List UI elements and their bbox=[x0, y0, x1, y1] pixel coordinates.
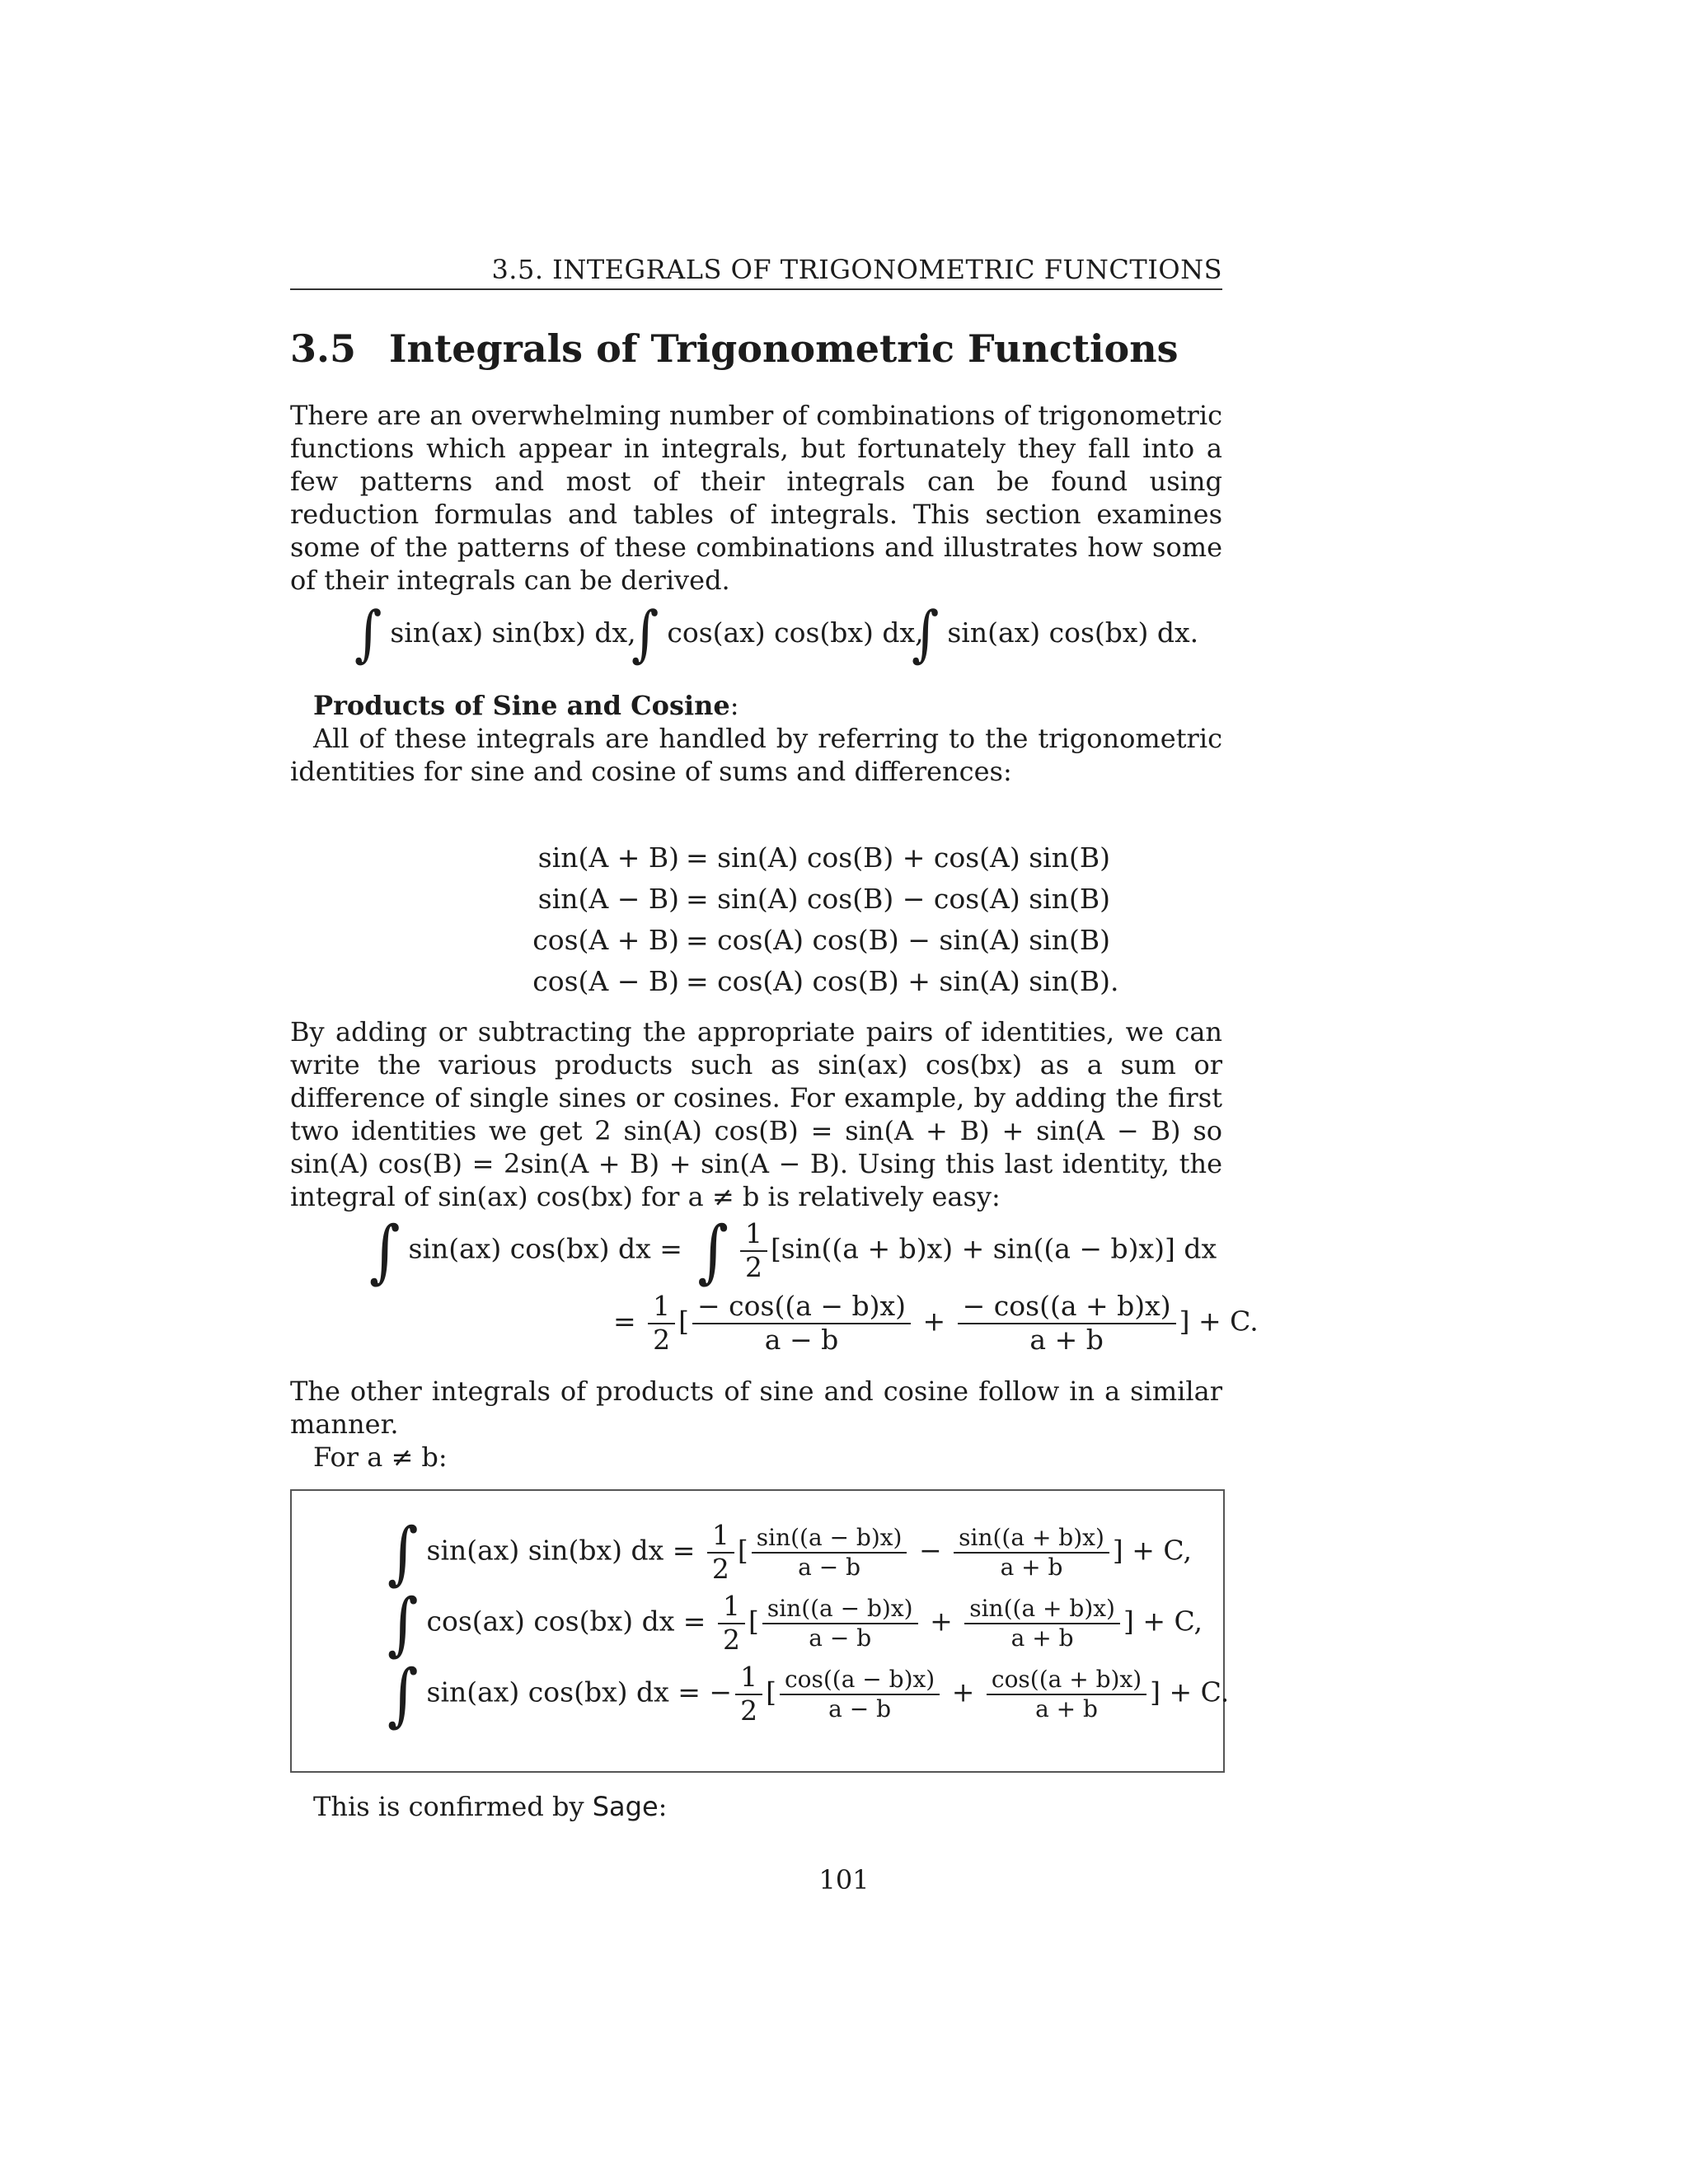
derivation-line-2: = $\frac{1}{2}$ [ $\frac{- \cos((a - b)x)}{a - b}$ + $\frac{- \cos((a + b)x)}{a + b}$ ] + C. bbox=[613, 1290, 1259, 1356]
frac-num: sin((a + b)x) bbox=[954, 1526, 1109, 1553]
fraction-2 bbox=[964, 1596, 1120, 1650]
identity-rhs: = cos(A) cos(B) − sin(A) sin(B) bbox=[686, 924, 1110, 956]
display-integral-2 bbox=[631, 599, 924, 670]
frac-den: 2 bbox=[722, 1623, 740, 1656]
adding-text: By adding or subtracting the appropriate pairs of identities, we can write the various products such as sin(ax) cos(bx) as a sum or difference of single sines or cosines. For example, by adding the first two identities we get 2 sin(A) cos(B) = sin(A + B) + sin(A − B) so sin(A) cos(B) = 2sin(A + B) + sin(A − B). Using this last identity, the integral of sin(ax) cos(bx) for a ≠ b is relatively easy: bbox=[290, 1016, 1222, 1212]
sage-name: Sage bbox=[592, 1791, 659, 1822]
frac-den: a − b bbox=[828, 1694, 892, 1722]
boxed-formula-3: ∫ sin(ax) cos(bx) dx = − $\frac{1}{2}$ [ $\frac{\cos((a - b)x)}{a - b}$ + $\frac{\cos((a + b)x)}{a + b}$ ] + C. bbox=[387, 1654, 1230, 1734]
identity-lhs: cos(A − B) bbox=[532, 965, 679, 997]
frac-num: cos((a − b)x) bbox=[780, 1667, 940, 1694]
integrand-2: cos(ax) cos(bx) dx, bbox=[667, 616, 924, 649]
fraction-1 bbox=[780, 1667, 940, 1721]
integral-sign: ∫ bbox=[369, 1211, 401, 1291]
frac-den: a + b bbox=[1000, 1553, 1063, 1581]
display-integral-1 bbox=[354, 599, 636, 670]
identity-lhs: sin(A + B) bbox=[537, 841, 679, 874]
frac-den: 2 bbox=[744, 1250, 762, 1283]
identity-rhs: = cos(A) cos(B) + sin(A) sin(B). bbox=[686, 965, 1119, 997]
frac-den: a + b bbox=[1035, 1694, 1098, 1722]
adding-paragraph bbox=[290, 1015, 1222, 1213]
frac-den: 2 bbox=[711, 1552, 729, 1585]
frac-num: cos((a + b)x) bbox=[987, 1667, 1146, 1694]
frac-den: a − b bbox=[809, 1624, 872, 1652]
frac-num: 1 bbox=[648, 1292, 675, 1324]
boxed-formula-2: ∫ cos(ax) cos(bx) dx = $\frac{1}{2}$ [ $\frac{\sin((a - b)x)}{a - b}$ + $\frac{\sin((a + b)x)}{a + b}$ ] + C, bbox=[387, 1583, 1203, 1663]
derivation-line-1 bbox=[369, 1211, 1217, 1291]
half-fraction bbox=[735, 1663, 762, 1725]
boxed-tail: ] + C, bbox=[1123, 1605, 1203, 1638]
integral-sign: ∫ bbox=[912, 599, 940, 670]
plus: + bbox=[922, 1305, 946, 1338]
integral-sign: ∫ bbox=[387, 1583, 419, 1663]
products-heading: Products of Sine and Cosine bbox=[313, 690, 730, 721]
section-number: 3.5 bbox=[290, 326, 357, 371]
integral-sign: ∫ bbox=[631, 599, 659, 670]
frac-num: 1 bbox=[735, 1663, 762, 1695]
confirmed-suffix: : bbox=[658, 1791, 668, 1822]
boxed-lhs: sin(ax) sin(bx) dx = bbox=[426, 1534, 696, 1567]
frac-den: a − b bbox=[764, 1323, 839, 1356]
section-title-text: Integrals of Trigonometric Functions bbox=[389, 326, 1179, 371]
frac-num: 1 bbox=[707, 1521, 734, 1554]
frac-num: sin((a − b)x) bbox=[752, 1526, 907, 1553]
intro-text: There are an overwhelming number of combinations of trigonometric functions which appear in integrals, but fortunately they fall into a few patterns and most of their integrals can be found using reduction formulas and tables of integrals. This section examines some of the patterns of these combinations and illustrates how some of their integrals can be derived. bbox=[290, 400, 1222, 596]
frac-den: a + b bbox=[1029, 1323, 1104, 1356]
section-title bbox=[290, 326, 1179, 371]
boxed-lhs: cos(ax) cos(bx) dx = bbox=[426, 1605, 706, 1638]
integral-sign: ∫ bbox=[697, 1211, 729, 1291]
operator: + bbox=[951, 1675, 975, 1708]
frac-num: − cos((a + b)x) bbox=[958, 1292, 1176, 1324]
derivation-lhs: sin(ax) cos(bx) dx = bbox=[408, 1232, 682, 1265]
integrand-3: sin(ax) cos(bx) dx. bbox=[947, 616, 1199, 649]
identities-block bbox=[491, 837, 1118, 1002]
fraction-1 bbox=[752, 1526, 907, 1579]
equals: = bbox=[613, 1305, 636, 1338]
fraction-1 bbox=[692, 1292, 911, 1354]
frac-den: 2 bbox=[740, 1694, 758, 1727]
products-block: Products of Sine and Cosine: All of these integrals are handled by referring to the trigonometric identities for sine and cosine of sums and differences: bbox=[290, 690, 1222, 787]
half-fraction bbox=[648, 1292, 675, 1354]
identity-rhs: = sin(A) cos(B) − cos(A) sin(B) bbox=[686, 883, 1110, 915]
frac-den: a − b bbox=[798, 1553, 861, 1581]
boxed-lhs: sin(ax) cos(bx) dx = bbox=[426, 1675, 701, 1708]
frac-num: 1 bbox=[740, 1220, 767, 1252]
confirmed-prefix: This is confirmed by bbox=[313, 1791, 593, 1822]
display-integral-3 bbox=[912, 599, 1199, 670]
other-paragraph bbox=[290, 1375, 1222, 1474]
other-text: The other integrals of products of sine and cosine follow in a similar manner. bbox=[290, 1376, 1222, 1440]
running-head: 3.5. INTEGRALS OF TRIGONOMETRIC FUNCTIONS bbox=[290, 254, 1222, 290]
frac-num: 1 bbox=[718, 1592, 745, 1624]
boxed-sign: − bbox=[709, 1675, 733, 1708]
operator: + bbox=[930, 1605, 953, 1638]
fraction-2 bbox=[954, 1526, 1109, 1579]
integral-sign: ∫ bbox=[387, 1654, 419, 1734]
frac-den: a + b bbox=[1010, 1624, 1074, 1652]
half-fraction bbox=[740, 1217, 767, 1283]
identity-lhs: sin(A − B) bbox=[537, 883, 679, 915]
integral-sign: ∫ bbox=[387, 1512, 419, 1592]
fraction-2 bbox=[987, 1667, 1146, 1721]
derivation-rest: [sin((a + b)x) + sin((a − b)x)] dx bbox=[770, 1232, 1217, 1265]
boxed-formula-1: ∫ sin(ax) sin(bx) dx = $\frac{1}{2}$ [ $\frac{\sin((a - b)x)}{a - b}$ − $\frac{\sin((a + b)x)}{a + b}$ ] + C, bbox=[387, 1512, 1192, 1592]
operator: − bbox=[918, 1534, 942, 1567]
page-number: 101 bbox=[818, 1864, 870, 1896]
intro-paragraph bbox=[290, 399, 1222, 597]
frac-num: sin((a − b)x) bbox=[762, 1596, 918, 1624]
frac-num: sin((a + b)x) bbox=[964, 1596, 1120, 1624]
fraction-2 bbox=[958, 1292, 1176, 1354]
derivation-tail: ] + C. bbox=[1179, 1305, 1259, 1338]
products-intro: All of these integrals are handled by referring to the trigonometric identities for sine and cosine of sums and differences: bbox=[290, 723, 1222, 787]
half-fraction bbox=[718, 1592, 745, 1654]
frac-den: 2 bbox=[653, 1323, 671, 1356]
for-line: For a ≠ b: bbox=[313, 1441, 448, 1473]
integrand-1: sin(ax) sin(bx) dx, bbox=[390, 616, 636, 649]
fraction-1 bbox=[762, 1596, 918, 1650]
frac-num: − cos((a − b)x) bbox=[692, 1292, 911, 1324]
boxed-tail: ] + C. bbox=[1150, 1675, 1230, 1708]
confirmed-line bbox=[290, 1790, 1222, 1823]
boxed-tail: ] + C, bbox=[1112, 1534, 1192, 1567]
identity-rhs: = sin(A) cos(B) + cos(A) sin(B) bbox=[686, 841, 1110, 874]
integral-sign: ∫ bbox=[354, 599, 382, 670]
half-fraction bbox=[707, 1521, 734, 1583]
identity-lhs: cos(A + B) bbox=[532, 924, 679, 956]
